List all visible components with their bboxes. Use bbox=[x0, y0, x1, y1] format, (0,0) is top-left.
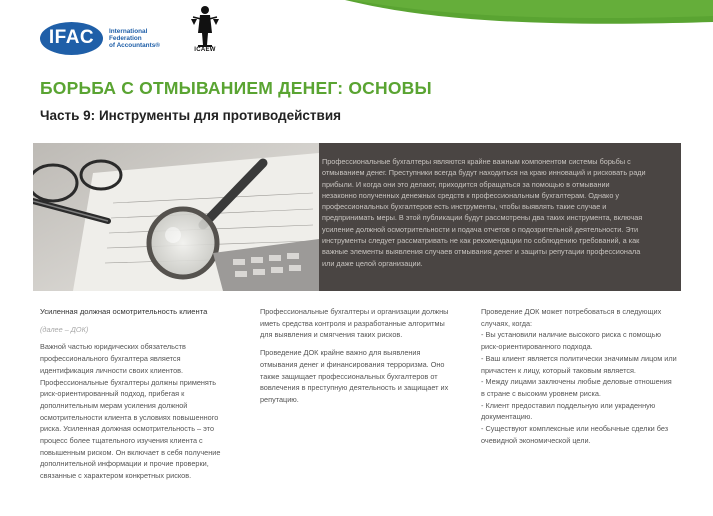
intro-line: инструменты следует рассматривать не как рекомендации по соблюдению требований, а как bbox=[322, 236, 640, 246]
text-line: дополнительным мерам усиления должной bbox=[40, 400, 188, 410]
column-edd-cases bbox=[481, 306, 681, 452]
intro-line: важные элементы выявления случаев отмывания денег и защиты репутации профессионала bbox=[322, 247, 641, 257]
list-item: - Клиент предоставил поддельную или украденную bbox=[481, 400, 656, 410]
list-item: очевидной экономической цели. bbox=[481, 435, 591, 445]
ifac-name-line: International bbox=[109, 27, 148, 35]
text-line: идентификация личности своих клиентов. bbox=[40, 365, 184, 375]
text-line: отмывания денег и финансирования терроризма. Оно bbox=[260, 359, 445, 369]
intro-line: или даже целой организации. bbox=[322, 258, 423, 268]
text-line: иметь средства контроля и разработанные алгоритмы bbox=[260, 318, 445, 328]
ifac-logo bbox=[40, 18, 179, 58]
subtitle-text: Инструменты для противодействия bbox=[98, 108, 342, 123]
intro-line: прибыли. И когда они это делают, приходится обращаться за помощью в отмывании bbox=[322, 179, 610, 189]
text-line: Проведение ДОК крайне важно для выявления bbox=[260, 348, 421, 358]
page-subtitle bbox=[40, 108, 341, 123]
text-line: дополнительной информации и прочие проверки, bbox=[40, 459, 209, 469]
intro-line: усиление должной осмотрительности и подача отчетов о подозрительной деятельности. Эти bbox=[322, 224, 639, 234]
ifac-name-line: of Accountants® bbox=[109, 41, 160, 49]
column-paragraph bbox=[260, 347, 465, 406]
column-paragraph bbox=[40, 341, 230, 481]
ifac-logo-mark: IFAC bbox=[40, 22, 103, 55]
section-heading: Усиленная должная осмотрительность клиента bbox=[40, 307, 208, 316]
text-line: связанные с характером конкретных рисков. bbox=[40, 471, 192, 481]
column-enhanced-due-diligence bbox=[40, 306, 230, 488]
hero-photo bbox=[33, 143, 319, 291]
list-item: причастен к лицу, который таковым является. bbox=[481, 365, 636, 375]
text-line: процесс более тщательного изучения клиента с bbox=[40, 436, 203, 446]
intro-line: отмыванием денег. Преступники всегда будут находиться на краю инноваций и рисковать ради bbox=[322, 168, 646, 178]
column-paragraph bbox=[481, 306, 681, 446]
text-line: Проведение ДОК может потребоваться в следующих bbox=[481, 307, 662, 316]
intro-line: Профессиональные бухгалтеры являются крайне важным компонентом системы борьбы с bbox=[322, 157, 631, 166]
ifac-name-line: Federation bbox=[109, 34, 142, 42]
magnifying-glass-photo-icon bbox=[33, 143, 319, 291]
text-line: случаях, когда: bbox=[481, 318, 533, 328]
section-subheading: (далее – ДОК) bbox=[40, 324, 89, 334]
text-line: профессионального бухгалтера является bbox=[40, 354, 181, 364]
intro-text bbox=[322, 156, 682, 269]
page-title: БОРЬБА С ОТМЫВАНИЕМ ДЕНЕГ: ОСНОВЫ bbox=[40, 78, 432, 98]
icaew-logo-text: ICAEW bbox=[194, 47, 216, 53]
list-item: риск-ориентированного подхода. bbox=[481, 342, 593, 352]
intro-line: незаконно полученных денежных средств к профессиональным бухгалтерам. Однако у bbox=[322, 190, 620, 200]
text-line: Важной частью юридических обязательств bbox=[40, 342, 186, 352]
column-paragraph bbox=[260, 306, 465, 341]
text-line: Профессиональные бухгалтеры и организации должны bbox=[260, 307, 449, 316]
ifac-logo-text bbox=[109, 28, 179, 49]
intro-line: предпринимать меры. В этой публикации будут рассмотрены два таких инструмента, включая bbox=[322, 213, 643, 223]
text-line: для выявления и смягчения таких рисков. bbox=[260, 330, 403, 340]
subtitle-part-number: Часть 9: bbox=[40, 108, 96, 123]
text-line: риск-ориентированный подход, прибегая к bbox=[40, 389, 185, 399]
list-item: - Ваш клиент является политически значимым лицом или bbox=[481, 353, 677, 363]
list-item: - Вы установили наличие высокого риска с помощью bbox=[481, 330, 662, 340]
text-line: Профессиональные бухгалтеры должны применять bbox=[40, 377, 217, 387]
text-line: также защищает профессиональных бухгалтеров от bbox=[260, 371, 438, 381]
list-item: - Между лицами заключены любые деловые отношения bbox=[481, 377, 672, 387]
text-line: риска. Усиленная должная осмотрительность – это bbox=[40, 424, 214, 434]
text-line: репутацию. bbox=[260, 394, 299, 404]
text-line: повышенным риском. Он включает в себя получение bbox=[40, 447, 221, 457]
list-item: в стране с высоким уровнем риска. bbox=[481, 388, 601, 398]
text-line: осмотрительности клиента в условиях повышенного bbox=[40, 412, 219, 422]
intro-line: профессиональных бухгалтеров есть инструменты, чтобы выявлять такие случае и bbox=[322, 202, 607, 212]
column-controls bbox=[260, 306, 465, 412]
intro-panel bbox=[319, 143, 681, 291]
list-item: документацию. bbox=[481, 412, 533, 422]
text-line: вовлечения в преступную деятельность и защищает их bbox=[260, 383, 449, 393]
list-item: - Существуют комплексные или необычные сделки без bbox=[481, 424, 669, 434]
